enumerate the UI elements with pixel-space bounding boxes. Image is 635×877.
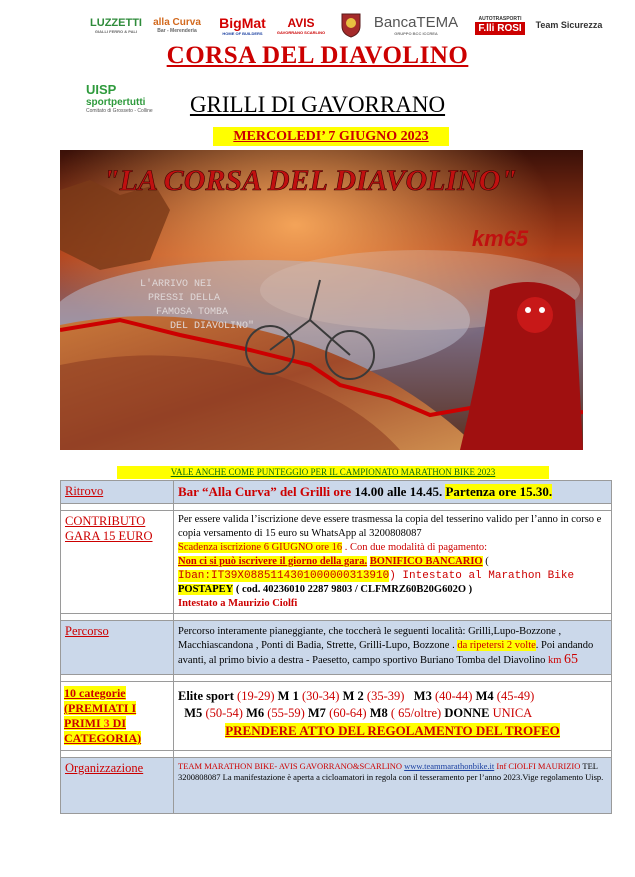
contributo-modes: . Con due modalità di pagamento: [342,542,488,553]
team-sicurezza-logo-text: Team Sicurezza [535,20,603,30]
uisp-sub: Comitato di Grosseto - Colline [86,108,153,114]
bancatema-logo [373,10,459,40]
contributo-no-day: Non ci si può iscrivere il giorno della gara. [178,556,368,567]
contributo-postapey: POSTAPEY [178,584,234,595]
bigmat-logo-text: BigMat [219,14,266,31]
category-name: M 1 [277,689,299,703]
categorie-label-num: 3 [103,716,110,730]
category-range: (19-29) [237,689,275,703]
percorso-km: km [548,655,562,666]
ritrovo-value [174,481,612,504]
categorie-label-b: DI CATEGORIA) [64,716,142,745]
category-name: M4 [475,689,494,703]
categorie-label-a: 10 categorie (PREMIATI I PRIMI [64,686,137,730]
poster-caption-line: L'ARRIVO NEI [140,279,213,290]
luzzetti-logo-sub: GIALLI FERRO & PALI [94,28,138,34]
category-name: DONNE [444,706,490,720]
category-range: (35-39) [366,689,405,703]
event-date: MERCOLEDI’ 7 GIUGNO 2023 [213,127,449,146]
percorso-row [61,621,612,675]
contributo-bonifico: BONIFICO BANCARIO [369,556,483,567]
ritrovo-row [61,481,612,504]
bigmat-logo [215,10,270,40]
organizzazione-label: Organizzazione [61,758,174,814]
percorso-km-value: 65 [564,652,579,667]
category-name: M5 [184,706,203,720]
rosi-logo [467,10,533,40]
poster-caption-line: FAMOSA TOMBA [156,307,229,318]
category-range: UNICA [492,706,533,720]
contributo-value: Per essere valida l’iscrizione deve essere trasmessa la copia del tesserino valido per l’anno in corso e copia versamento di 15 euro su WhatsApp al 3200808087 Scadenza iscrizione 6 GIUGNO ore 16 . Con due modalità di pagamento: Non ci si può iscrivere il giorno della gara. BONIFICO BANCARIO ( Iban:IT39X0885114301000000313910) Intestato al Marathon Bike POSTAPEY ( cod. 40236010 2287 9803 / CLFMRZ60B20G602O ) Intestato a Maurizio Ciolfi [174,511,612,614]
page-title: CORSA DEL DIAVOLINO [166,42,469,69]
bancatema-logo-text: BancaTEMA [373,14,459,31]
organizzazione-value [174,758,612,814]
contributo-intestato1: ) Intestato al Marathon Bike [389,570,575,582]
category-name: M6 [246,706,265,720]
contributo-cod: ( cod. 40236010 2287 9803 / CLFMRZ60B20G602O ) [235,584,473,595]
org-website-link[interactable]: www.teammarathonbike.it [404,761,495,771]
contributo-deadline: Scadenza iscrizione 6 GIUGNO ore 16 [178,542,343,553]
avis-logo [276,10,326,40]
categorie-label [61,682,174,751]
org-contact: Inf CIOLFI MAURIZIO [494,761,581,771]
category-range: (50-54) [205,706,243,720]
categorie-value [174,682,612,751]
category-name: Elite sport [178,689,234,703]
uisp-tagline: sportpertutti [86,97,146,108]
rosi-logo-sub: AUTOTRASPORTI [478,15,522,22]
percorso-repeat: da ripetersi 2 volte [457,640,536,651]
contributo-text: Per essere valida l’iscrizione deve essere trasmessa la copia del tesserino valido per l’anno in corso e copia versamento di 15 euro su WhatsApp al 3200808087 [178,514,602,539]
poster-artwork [60,150,583,450]
avis-logo-text: AVIS [287,15,315,30]
category-range: (45-49) [496,689,535,703]
percorso-value [174,621,612,675]
championship-note: VALE ANCHE COME PUNTEGGIO PER IL CAMPIONATO MARATHON BIKE 2023 [117,466,549,479]
team-sicurezza-logo [535,10,603,40]
percorso-text: Percorso interamente pianeggiante, che toccherà le seguenti località: Grilli,Lupo-Bozzone , Macchiascandona , Ponti di Badia, Strette, Grilli-Lupo, Bozzone . [178,626,562,651]
poster-caption-line: PRESSI DELLA [148,293,221,304]
category-name: M3 [413,689,432,703]
ritrovo-start: Partenza ore 15.30. [445,484,553,499]
category-range: (40-44) [434,689,473,703]
organizzazione-row [61,758,612,814]
percorso-label: Percorso [61,621,174,675]
ritrovo-place: Bar “Alla Curva” del Grilli ore [178,484,352,499]
percorso-text2: . Poi andando avanti, al primo bivio a destra - Paesetto, campo sportivo Buriano Tomba del Diavolino [178,640,594,666]
category-range: (55-59) [267,706,305,720]
ritrovo-label: Ritrovo [61,481,174,504]
poster-km: km65 [471,226,529,251]
comune-crest-logo [338,10,364,40]
info-table [60,480,612,814]
bancatema-logo-sub: GRUPPO BCC ICCREA [394,31,438,36]
contributo-iban: Iban:IT39X0885114301000000313910 [178,570,390,582]
org-team: TEAM MARATHON BIKE- AVIS GAVORRANO&SCARLINO [178,761,403,771]
poster-image [60,150,583,450]
category-range: (30-34) [301,689,340,703]
luzzetti-logo [88,10,144,40]
category-name: M8 [369,706,388,720]
curva-logo-sub: Bar - Merenderia [157,27,197,34]
category-range: ( 65/oltre) [390,706,442,720]
poster-heading: "LA CORSA DEL DIAVOLINO" [102,164,518,197]
categorie-row [61,682,612,751]
category-name: M7 [307,706,326,720]
poster-caption-line: DEL DIAVOLINO" [170,321,255,332]
org-details: TEL 3200808087 La manifestazione è aperta a cicloamatori in regola con il tesseramento per l’anno 2023.Vige regolamento Uisp. [178,761,604,782]
rosi-logo-text: F.lli ROSI [475,22,524,35]
page-subtitle: GRILLI DI GAVORRANO [189,92,446,117]
bigmat-logo-sub: HOME OF BUILDERS [222,30,263,36]
category-name: M 2 [342,689,364,703]
contributo-intestato2: Intestato a Maurizio Ciolfi [178,598,298,609]
curva-logo-text: alla Curva [153,16,201,28]
alla-curva-logo [152,10,202,40]
ritrovo-time: 14.00 alle 14.45. [351,484,443,499]
regolamento-note: PRENDERE ATTO DEL REGOLAMENTO DEL TROFEO [225,723,560,738]
contributo-label: CONTRIBUTO GARA 15 EURO [61,511,174,614]
category-range: (60-64) [329,706,367,720]
crest-icon [340,12,362,38]
contributo-row [61,511,612,614]
luzzetti-logo-text: LUZZETTI [90,16,142,29]
avis-logo-sub: GAVORRANO SCARLINO [276,29,326,35]
uisp-name: UISP [86,82,117,97]
